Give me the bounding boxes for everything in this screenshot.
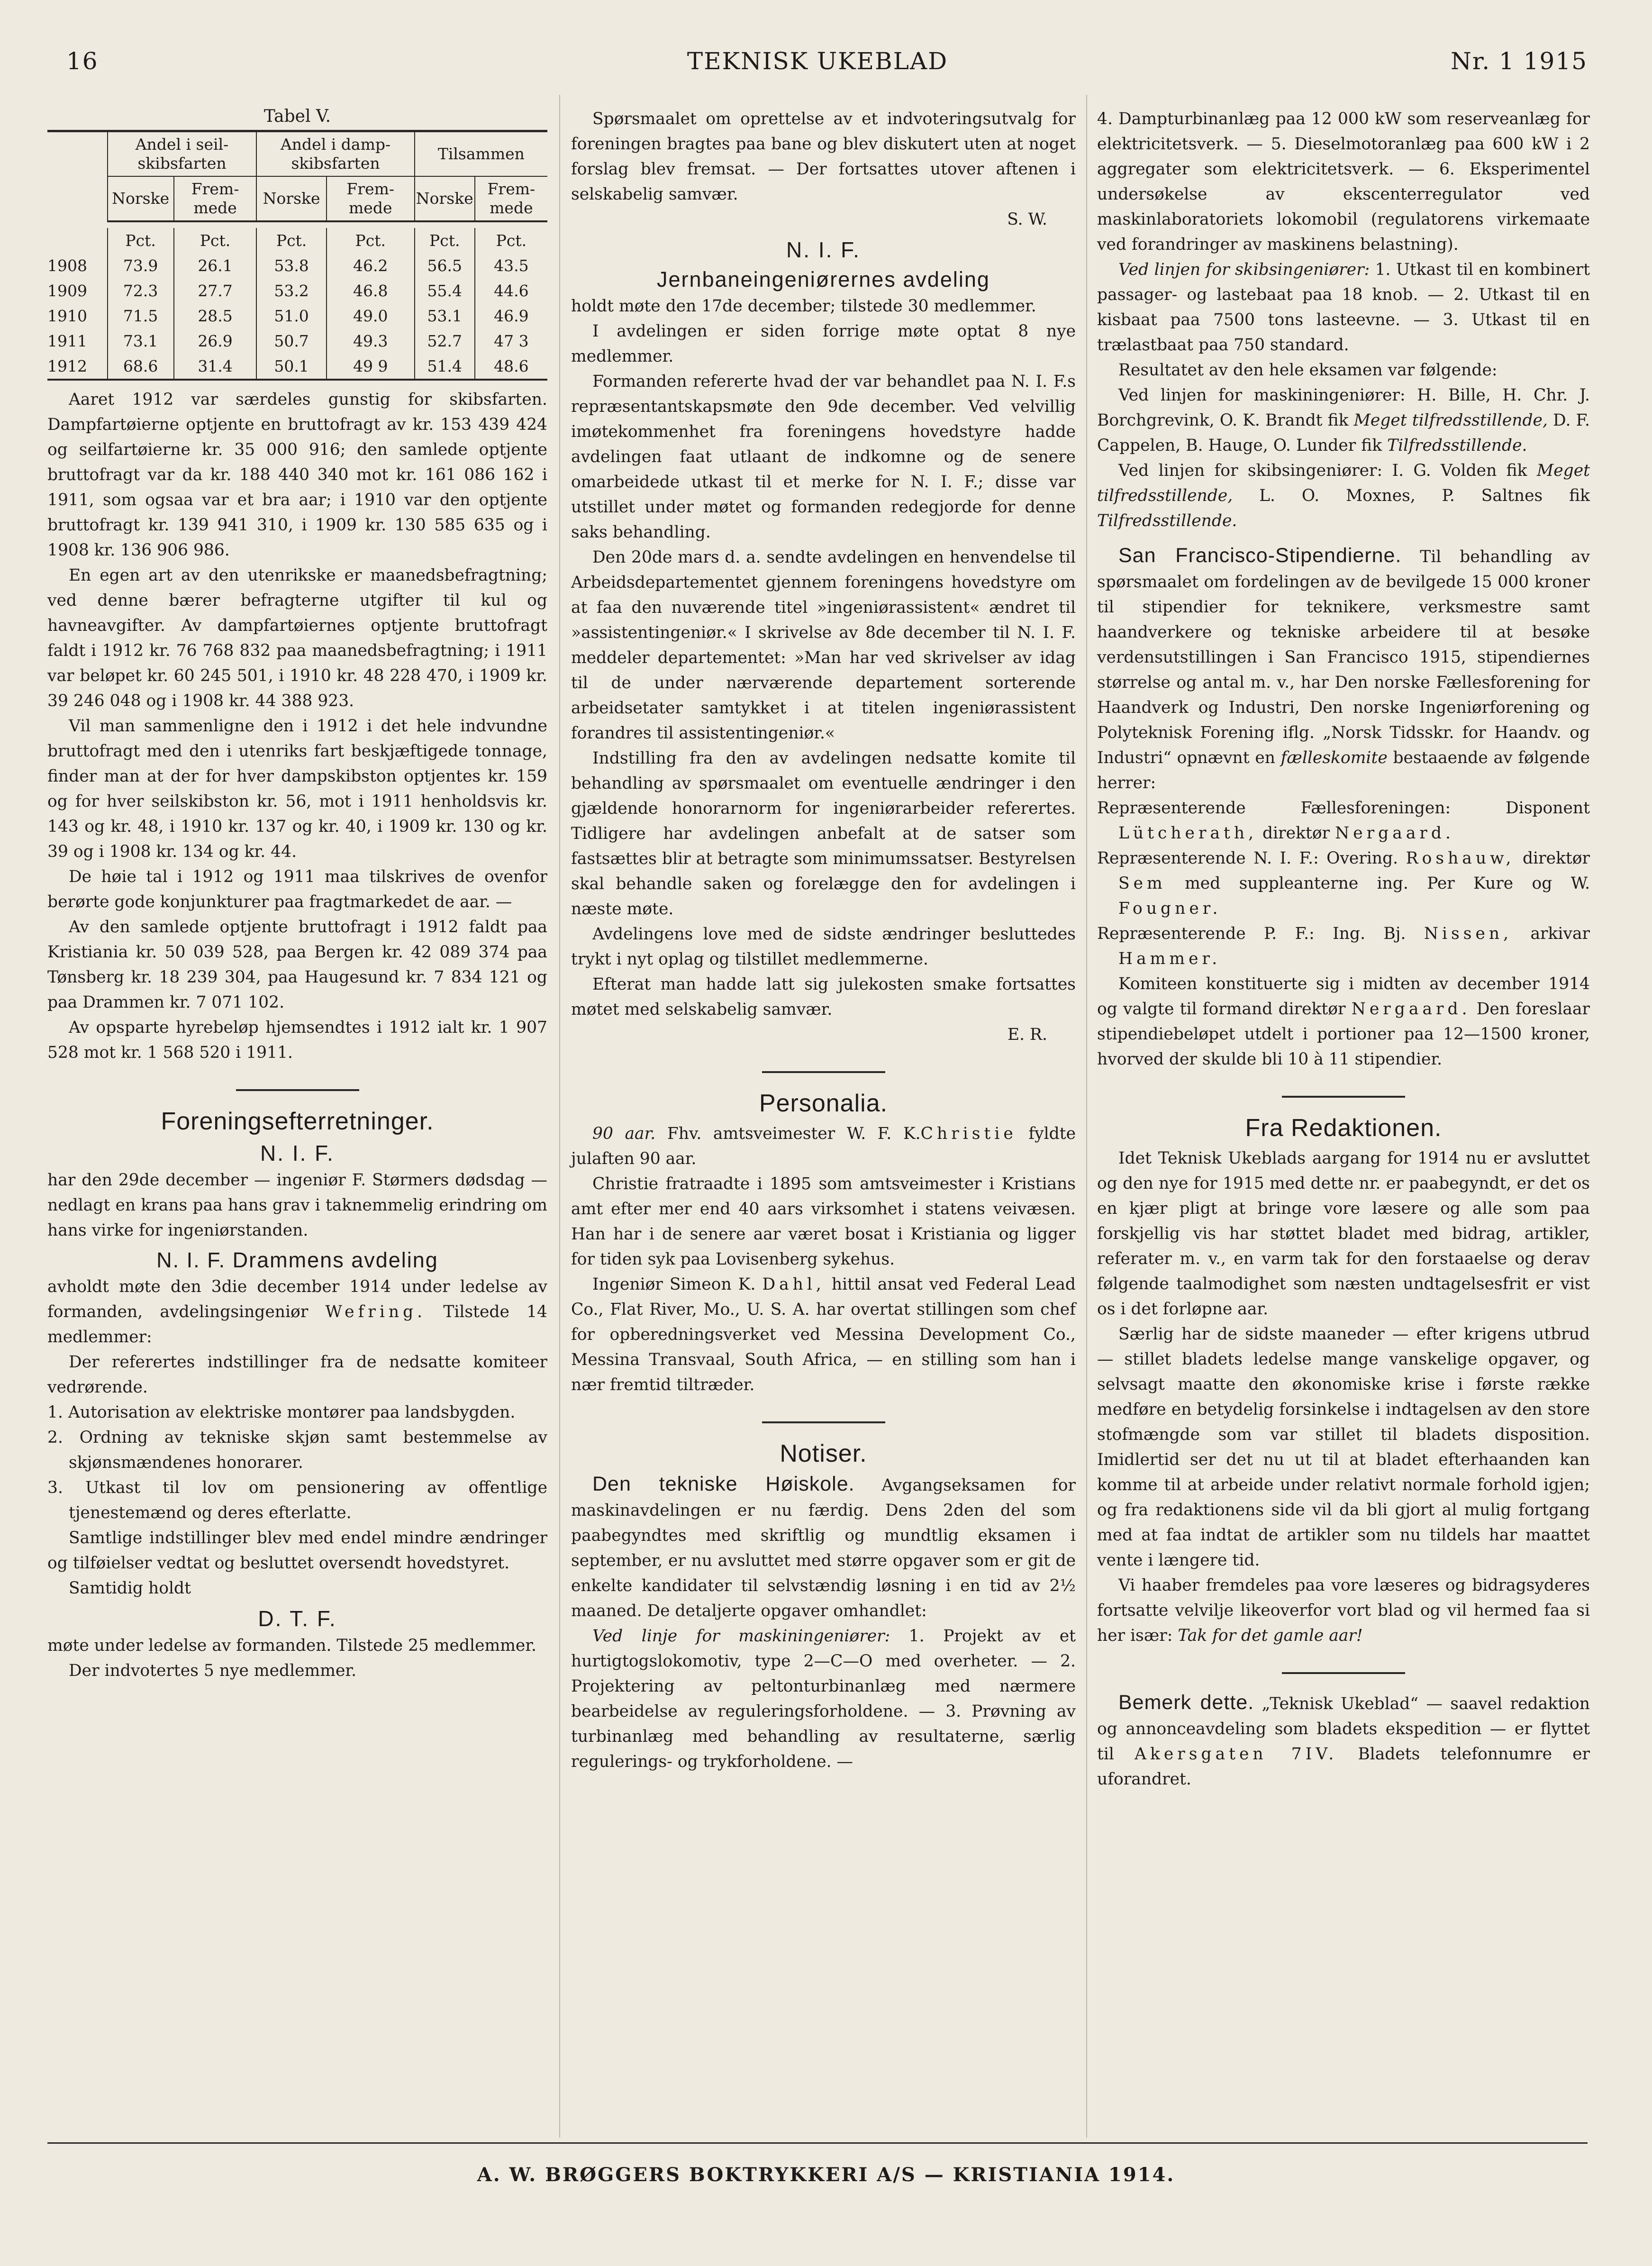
subsection-heading: D. T. F.: [258, 1606, 337, 1631]
subsection-heading: Jernbaneingeniørernes avdeling: [657, 267, 990, 291]
section-heading: Personalia.: [759, 1090, 888, 1117]
paragraph: Ved linjen for skibsingeniører: 1. Utkast til en kombinert passager- og lastebaat paa 18 knob. — 2. Utkast til en kisbaat paa 7500 tons lasteevne. — 3. Utkast til en trælastbaat paa 750 standard.: [1097, 260, 1590, 355]
running-head: [47, 47, 1588, 85]
list-item: 1. Autorisation av elektriske montører paa landsbygden.: [47, 1403, 516, 1422]
paragraph: Indstilling fra den av avdelingen nedsatte komite til behandling av spørsmaalet om eventuelle ændringer i den gjældende honorarnorm for ingeniørarbeider referertes. Tidligere har avdelingen anbefalt at de satser som fastsættes blir at betragte som minimumssatser. Bestyrelsen skal behandle saken og forelægge den for avdelingen i næste møte.: [571, 749, 1076, 919]
paragraph: Ved linjen for maskiningeniører: H. Bille, H. Chr. J. Borchgrevink, O. K. Brandt fik Meget tilfredsstillende, D. F. Cappelen, B. Hauge, O. Lunder fik Tilfredsstillende.: [1097, 386, 1590, 455]
table-group-header: Andel i seil-skibsfarten: [108, 131, 257, 177]
paragraph: Repræsenterende N. I. F.: Overing. Roshauw, direktør Sem med suppleanterne ing. Per Kure og W. Fougner.: [1097, 849, 1590, 918]
paragraph: Formanden refererte hvad der var behandlet paa N. I. F.s repræsentantskapsmøte den 9de december. Ved velvillig imøtekommenhet fra foreningens hovedstyre hadde avdelingen faat utlaant de indkomne og de senere omarbeidede utkast til et merke for N. I. F.; disse var utstillet under møtet og formanden redegjorde for denne saks behandling.: [571, 372, 1076, 542]
paragraph: har den 29de december — ingeniør F. Størmers dødsdag — nedlagt en krans paa hans grav i taknemmelig erindring om hans virke for ingeniørstanden.: [47, 1171, 547, 1240]
table-unit: Pct.: [475, 228, 547, 253]
person-name: Wefring.: [325, 1302, 427, 1321]
paragraph: 90 aar. Fhv. amtsveimester W. F. K.Christie fyldte julaften 90 aar.: [571, 1124, 1076, 1168]
printer-imprint: A. W. BRØGGERS BOKTRYKKERI A/S — KRISTIANIA 1914.: [477, 2164, 1175, 2186]
paragraph: Resultatet av den hele eksamen var følgende:: [1118, 361, 1498, 380]
paragraph: Samtidig holdt: [69, 1579, 191, 1598]
paragraph: Av den samlede optjente bruttofragt i 1912 faldt paa Kristiania kr. 50 039 528, paa Bergen kr. 42 089 374 paa Tønsberg kr. 18 239 304, paa Haugesund kr. 7 834 121 og paa Drammen kr. 7 071 102.: [47, 918, 547, 1012]
table-row: 1911 73.1 26.9 50.7 49.3 52.7 47 3: [47, 328, 547, 354]
paragraph: De høie tal i 1912 og 1911 maa tilskrives de ovenfor berørte gode konjunkturer paa fragtmarkedet de aar. —: [47, 867, 547, 911]
table-row: 1912 68.6 31.4 50.1 49 9 51.4 48.6: [47, 354, 547, 380]
paragraph: Vi haaber fremdeles paa vore læseres og bidragsyderes fortsatte velvilje likeoverfor vort blad og vil hermed faa si her især: Tak for det gamle aar!: [1097, 1576, 1590, 1645]
subsection-heading: N. I. F. Drammens avdeling: [156, 1248, 438, 1272]
paragraph: Avdelingens love med de sidste ændringer besluttedes trykt i nyt oplag og tilstillet medlemmerne.: [571, 925, 1076, 969]
paragraph: Den 20de mars d. a. sendte avdelingen en henvendelse til Arbeidsdepartementet gjennem foreningens hovedstyre om at faa den nuværende titel »ingeniørassistent« ændret til »assistentingeniør.« I skrivelse av 8de december til N. I. F. meddeler departementet: »Man har ved skrivelser av idag til de under nærværende departement sorterende arbeidsetater samtykket i at titelen ingeniørassistent forandres til assistentingeniør.«: [571, 548, 1076, 743]
subsection-heading: N. I. F.: [786, 237, 861, 262]
table-subheader: Frem-mede: [327, 176, 415, 221]
table-group-header: Andel i damp-skibsfarten: [256, 131, 414, 177]
paragraph: Særlig har de sidste maaneder — efter krigens utbrud — stillet bladets ledelse mange vanskelige opgaver, og selvsagt maatte den økonomiske krise i første række medføre en betydelig forsinkelse i indtagelsen av den store stofmængde som var stillet til bladets disposition. Imidlertid ser det nu ut til at bladet efterhaanden kan komme til at arbeide under relativt normale forhold igjen; og fra redaktionens side vil da bli gjort al mulig fortgang med at faa indtat de artikler som nu tildels har maattet vente i længere tid.: [1097, 1325, 1590, 1570]
table-subheader: Frem-mede: [174, 176, 257, 221]
person-name: Dahl,: [762, 1275, 825, 1294]
list-item: 2. Ordning av tekniske skjøn samt bestemmelse av skjønsmændenes honorarer.: [47, 1428, 547, 1472]
table-unit: Pct.: [108, 228, 174, 253]
table-unit: Pct.: [415, 228, 475, 253]
paragraph: 4. Dampturbinanlæg paa 12 000 kW som reserveanlæg for elektricitetsverk. — 5. Dieselmotoranlæg paa 600 kW i 2 aggregater som elektricitetsverk. — 6. Eksperimentel undersøkelse av ekscenterregulator ved maskinlaboratoriets lokomobil (regulatorens virkemaate ved forandringer av maskinens belastning).: [1097, 109, 1590, 254]
run-in-heading: Bemerk dette.: [1118, 1691, 1254, 1714]
paragraph: Christie fratraadte i 1895 som amtsveimester i Kristians amt efter mer end 40 aars virksomhet i statens veivæsen. Han har i de senere aar været bosat i Kristiania og ligger for tiden syk paa Lovisenberg sykehus.: [571, 1174, 1076, 1269]
paragraph: Ved linjen for skibsingeniører: I. G. Volden fik Meget tilfredsstillende, L. O. Moxnes, P. Saltnes fik Tilfredsstillende.: [1097, 461, 1590, 530]
paragraph: Av opsparte hyrebeløp hjemsendtes i 1912 ialt kr. 1 907 528 mot kr. 1 568 520 i 1911.: [47, 1018, 547, 1062]
subsection-heading: N. I. F.: [260, 1141, 335, 1165]
table-group-header: Tilsammen: [415, 131, 547, 177]
paragraph: holdt møte den 17de december; tilstede 30 medlemmer.: [571, 297, 1036, 316]
paragraph: San Francisco-Stipendierne. Til behandling av spørsmaalet om fordelingen av de bevilgede 15 000 kroner til stipendier for teknikere, verksmestre samt haandverkere og tekniske arbeidere til at besøke verdensutstillingen i San Francisco 1915, stipendiernes størrelse og antal m. v., har Den norske Fællesforening for Haandverk og Industri, Den norske Ingeniørforening og Polyteknisk Forening iflg. „Norsk Tidsskr. for Haandv. og Industri“ opnævnt en fælleskomite bestaaende av følgende herrer:: [1097, 544, 1590, 792]
table-subheader: Frem-mede: [475, 176, 547, 221]
section-divider: [236, 1089, 359, 1091]
column-rule: [1086, 95, 1087, 2138]
run-in-heading: Den tekniske Høiskole.: [592, 1473, 855, 1495]
table-row: 1910 71.5 28.5 51.0 49.0 53.1 46.9: [47, 303, 547, 328]
paragraph: Repræsenterende Fællesforeningen: Disponent Lütcherath, direktør Nergaard.: [1097, 799, 1590, 843]
table-unit: Pct.: [174, 228, 257, 253]
paragraph: Idet Teknisk Ukeblads aargang for 1914 nu er avsluttet og den nye for 1915 med dette nr. er paabegyndt, er det os en kjær pligt at bringe vore læsere og alle som paa forskjellig vis har støttet bladet med bidrag, artikler, referater m. v., en varm tak for den forstaaelse og derav følgende taalmodighet som næsten undtagelsesfrit er vist os i det forløpne aar.: [1097, 1149, 1590, 1319]
table-row: 1909 72.3 27.7 53.2 46.8 55.4 44.6: [47, 278, 547, 303]
journal-title: TEKNISK UKEBLAD: [687, 47, 948, 75]
table-subheader: Norske: [415, 176, 475, 221]
paragraph: Bemerk dette. „Teknisk Ukeblad“ — saavel redaktion og annonceavdeling som bladets ekspedition — er flyttet til Akersgaten 7IV. Bladets telefonnumre er uforandret.: [1097, 1691, 1590, 1789]
paragraph: Ingeniør Simeon K. Dahl, hittil ansat ved Federal Lead Co., Flat River, Mo., U. S. A. har overtat stillingen som chef for opberedningsverket ved Messina Development Co., Messina Transvaal, South Africa, — en stilling som han i nær fremtid tiltræder.: [571, 1275, 1076, 1394]
list-item: 3. Utkast til lov om pensionering av offentlige tjenestemænd og deres efterlatte.: [47, 1478, 547, 1522]
person-name: Christie: [920, 1124, 1017, 1143]
section-divider: [762, 1421, 885, 1423]
paragraph: møte under ledelse av formanden. Tilstede 25 medlemmer.: [47, 1636, 537, 1655]
section-divider: [1282, 1672, 1405, 1674]
paragraph: avholdt møte den 3die december 1914 under ledelse av formanden, avdelingsingeniør Wefring. Tilstede 14 medlemmer:: [47, 1277, 547, 1347]
column-2: [571, 107, 1076, 1775]
paragraph: Spørsmaalet om oprettelse av et indvoteringsutvalg for foreningen bragtes paa bane og blev diskutert uten at noget forslag blev fremsat. — Der fortsattes utover aftenen i selskabelig samvær.: [571, 109, 1076, 204]
paragraph: Der indvotertes 5 nye medlemmer.: [69, 1661, 357, 1680]
table-subheader: Norske: [108, 176, 174, 221]
table-unit-row: [47, 228, 547, 253]
table-row: 1908 73.9 26.1 53.8 46.2 56.5 43.5: [47, 253, 547, 278]
paragraph: Aaret 1912 var særdeles gunstig for skibsfarten. Dampfartøierne optjente en bruttofragt av kr. 153 439 424 og seilfartøierne kr. 35 000 916; den samlede optjente bruttofragt var da kr. 188 440 340 mot kr. 161 086 162 i 1911, som ogsaa var et bra aar; i 1910 var den optjente bruttofragt kr. 139 941 310, i 1909 kr. 130 585 635 og i 1908 kr. 136 906 986.: [47, 390, 547, 560]
footer-rule: [47, 2142, 1588, 2144]
table-unit: Pct.: [327, 228, 415, 253]
section-heading: Fra Redaktionen.: [1245, 1114, 1442, 1142]
column-3: [1097, 107, 1590, 1792]
section-heading: Foreningsefterretninger.: [161, 1108, 434, 1135]
table-subheader: Norske: [256, 176, 326, 221]
run-in-heading: San Francisco-Stipendierne.: [1118, 544, 1402, 567]
section-divider: [762, 1071, 885, 1073]
column-rule: [559, 95, 560, 2138]
page-number: 16: [66, 47, 99, 75]
paragraph: Den tekniske Høiskole. Avgangseksamen for maskinavdelingen er nu færdig. Dens 2den del som paabegyndtes med skriftlig og mundtlig eksamen i september, er nu avsluttet med større opgaver som er git de enkelte kandidater til selvstændig løsning i en tid av 2½ maaned. De detaljerte opgaver omhandlet:: [571, 1473, 1076, 1620]
paragraph: Der referertes indstillinger fra de nedsatte komiteer vedrørende.: [47, 1353, 547, 1397]
signature: S. W.: [1007, 210, 1047, 229]
section-heading: Notiser.: [780, 1440, 867, 1467]
section-divider: [1282, 1096, 1405, 1098]
paragraph: Vil man sammenligne den i 1912 i det hele indvundne bruttofragt med den i utenriks fart beskjæftigede tonnage, finder man at der for hver dampskibston optjentes kr. 159 og for hver seilskibston kr. 56, mot i 1911 henholdsvis kr. 143 og kr. 48, i 1910 kr. 137 og kr. 40, i 1909 kr. 130 og kr. 39 og i 1908 kr. 134 og kr. 44.: [47, 717, 547, 861]
table-unit: Pct.: [256, 228, 326, 253]
paragraph: Ved linje for maskiningeniører: 1. Projekt av et hurtigtogslokomotiv, type 2—C—O med overheter. — 2. Projektering av peltonturbinanlæg med nærmere bearbeidelse av reguleringsforholdene. — 3. Prøvning av turbinanlæg med behandling av resultaterne, særlig regulerings- og trykforholdene. —: [571, 1627, 1076, 1771]
paragraph: Samtlige indstillinger blev med endel mindre ændringer og tilføielser vedtat og besluttet oversendt hovedstyret.: [47, 1529, 547, 1573]
paragraph: En egen art av den utenrikske er maanedsbefragtning; ved denne bærer befragterne utgifter til kul og havneavgifter. Av dampfartøiernes optjente bruttofragt faldt i 1912 kr. 76 768 832 paa maanedsbefragtning; i 1911 var beløpet kr. 60 245 501, i 1910 kr. 48 228 470, i 1909 kr. 39 246 048 og i 1908 kr. 44 388 923.: [47, 566, 547, 710]
paragraph: Efterat man hadde latt sig julekosten smake fortsattes møtet med selskabelig samvær.: [571, 975, 1076, 1019]
table-caption: Tabel V.: [263, 107, 331, 126]
issue-number: Nr. 1 1915: [1451, 47, 1588, 75]
freight-share-table: [47, 130, 547, 381]
column-1: [47, 107, 547, 1684]
signature: E. R.: [1007, 1025, 1047, 1044]
paragraph: I avdelingen er siden forrige møte optat 8 nye medlemmer.: [571, 322, 1076, 366]
paragraph: Repræsenterende P. F.: Ing. Bj. Nissen, arkivar Hammer.: [1097, 924, 1590, 968]
paragraph: Komiteen konstituerte sig i midten av december 1914 og valgte til formand direktør Nergaard. Den foreslaar stipendiebeløpet utdelt i portioner paa 12—1500 kroner, hvorved der skulde bli 10 à 11 stipendier.: [1097, 974, 1590, 1069]
